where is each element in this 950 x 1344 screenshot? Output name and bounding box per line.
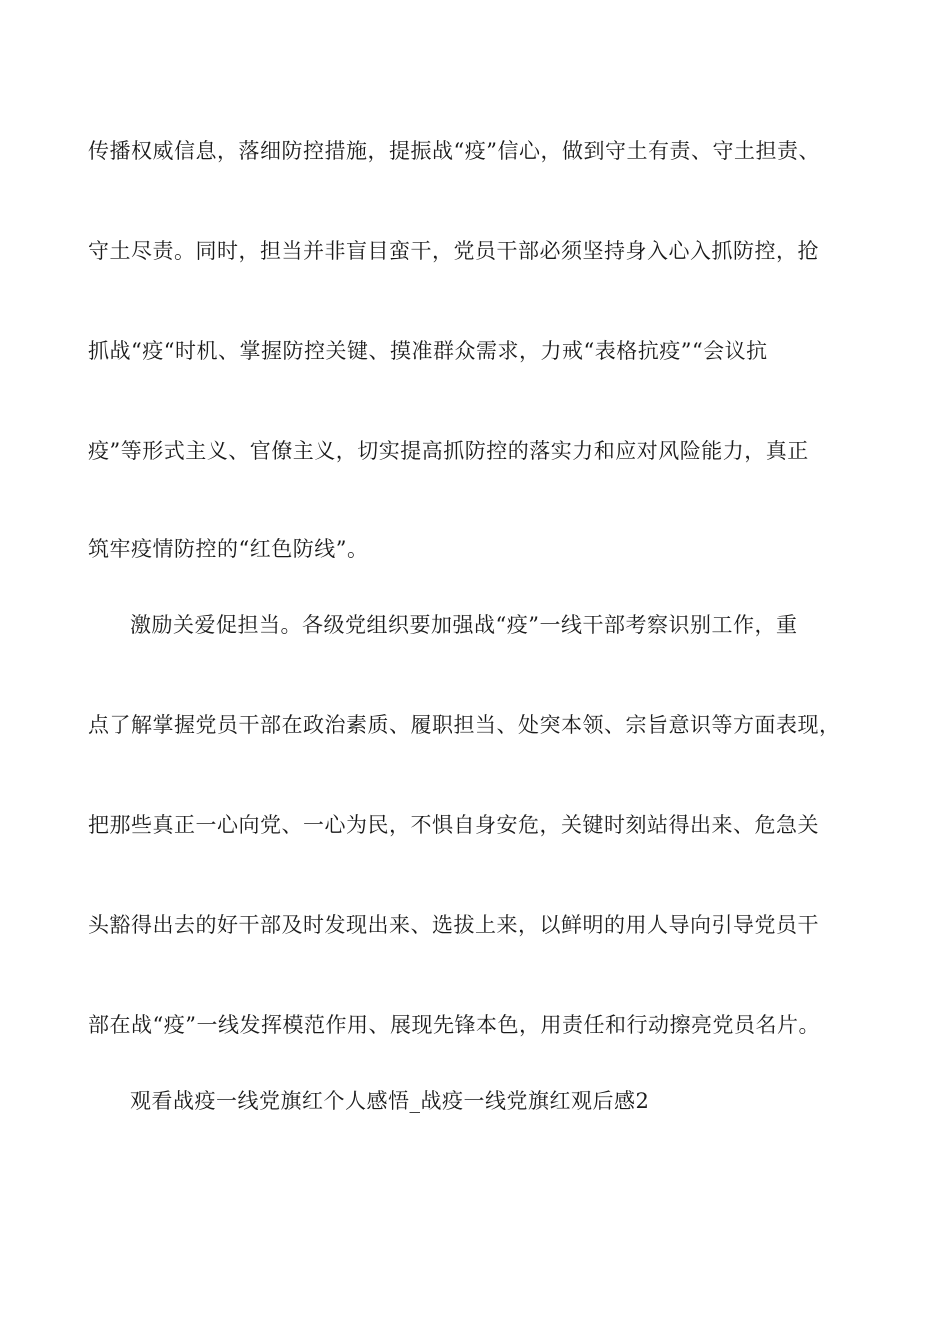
paragraph-line-2: 守土尽责。同时，担当并非盲目蛮干，党员干部必须坚持身入心入抓防控，抢 xyxy=(88,239,819,263)
paragraph-line-5: 筑牢疫情防控的“红色防线”。 xyxy=(88,537,369,561)
paragraph-line-6: 激励关爱促担当。各级党组织要加强战“疫”一线干部考察识别工作，重 xyxy=(130,613,798,637)
section-heading: 观看战疫一线党旗红个人感悟_战疫一线党旗红观后感2 xyxy=(130,1089,650,1113)
paragraph-line-9: 头豁得出去的好干部及时发现出来、选拔上来，以鲜明的用人导向引导党员干 xyxy=(88,913,819,937)
paragraph-line-3: 抓战“疫“时机、掌握防控关键、摸准群众需求，力戒“表格抗疫”“会议抗 xyxy=(88,339,768,363)
paragraph-line-7: 点了解掌握党员干部在政治素质、履职担当、处突本领、宗旨意识等方面表现， xyxy=(88,713,841,737)
paragraph-line-1: 传播权威信息，落细防控措施，提振战“疫”信心，做到守土有责、守土担责、 xyxy=(88,139,820,163)
paragraph-line-8: 把那些真正一心向党、一心为民，不惧自身安危，关键时刻站得出来、危急关 xyxy=(88,813,819,837)
paragraph-line-10: 部在战“疫”一线发挥模范作用、展现先锋本色，用责任和行动擦亮党员名片。 xyxy=(88,1013,820,1037)
paragraph-line-4: 疫”等形式主义、官僚主义，切实提高抓防控的落实力和应对风险能力，真正 xyxy=(88,439,809,463)
